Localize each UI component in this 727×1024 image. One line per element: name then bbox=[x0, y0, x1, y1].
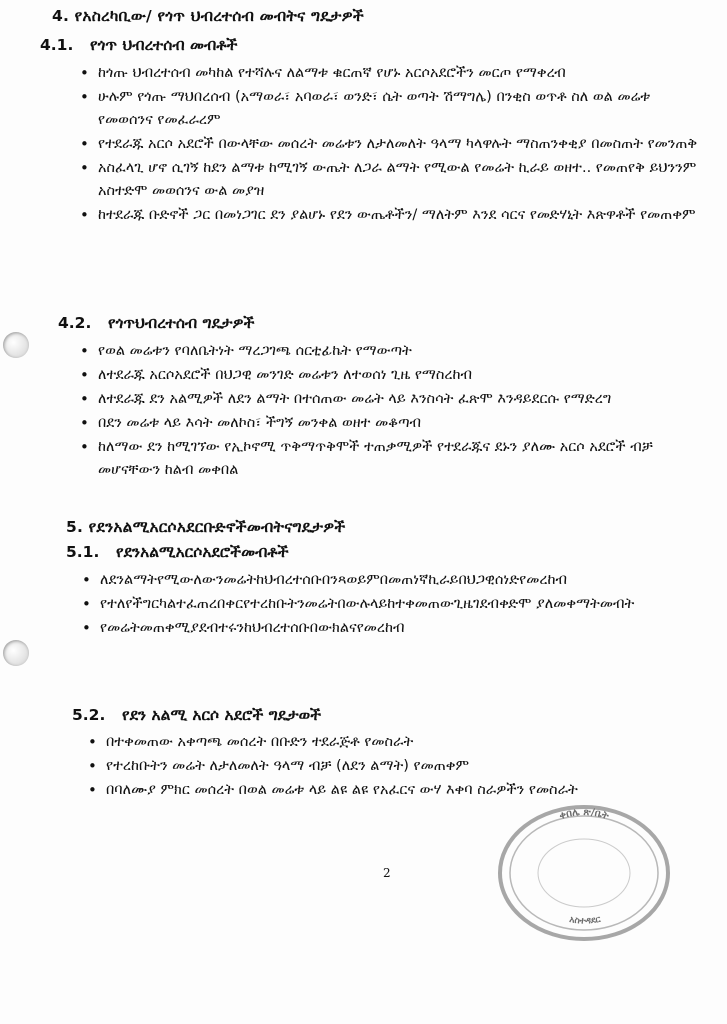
subsection-4-1-heading bbox=[40, 36, 237, 55]
list-item: • የተረከቡትን መሬት ለታለመለት ዓላማ ብቻ (ለደን ልማት) የመጠቀም bbox=[86, 755, 699, 778]
list-item: • የተለየችግርካልተፈጠረበቀርየተረከቡትንመሬትበውሉላይከተቀመጠውጊዜገደብቀድሞ ያለመቀማትመብት bbox=[80, 593, 699, 616]
subsection-4-2-heading bbox=[58, 314, 254, 333]
list-item: • የተደራጁ አርሶ አደሮች በውላቸው መሰረት መሬቱን ለታለመለት ዓላማ ካላዋሉት ማስጠንቀቂያ በመስጠት የመንጠቅ bbox=[78, 133, 699, 156]
list-item: • የመሬትመጠቀሚያደብተሩንከህብረተሰቡበውክልናየመረከብ bbox=[80, 617, 699, 640]
subsection-5-2-heading bbox=[72, 706, 321, 725]
stamp-bottom-text: አስተዳደር bbox=[568, 914, 602, 927]
section-5-heading: 5. የደንአልሚአርሶአደርቡድኖችመብትናግዴታዎች bbox=[66, 518, 346, 536]
subsection-number: 5.2. bbox=[72, 706, 106, 724]
subsection-5-1-heading bbox=[66, 543, 289, 562]
subsection-title: የደንአልሚአርሶአደሮችመብቶች bbox=[116, 543, 289, 561]
subsection-number: 5.1. bbox=[66, 543, 100, 561]
bullet-list-5-2 bbox=[86, 731, 699, 803]
stamp-top-text: ቀበሌ ጽ/ቤት bbox=[558, 806, 610, 823]
list-item: • በተቀመጠው አቀጣጫ መሰረት በቡድን ተደራጅቶ የመስራት bbox=[86, 731, 699, 754]
subsection-title: የጎጥ ህብረተሰብ መብቶች bbox=[90, 36, 238, 54]
list-item: • ከተደራጁ ቡድኖች ጋር በመነጋገር ደን ያልሆኑ የደን ውጤቶችን/ ማለትም እንደ ሳርና የመድሃኒት እጽዋቶች የመጠቀም bbox=[78, 204, 699, 227]
svg-text:አስተዳደር bbox=[568, 915, 602, 927]
list-item: • የወል መሬቱን የባለቤትነት ማረጋገጫ ሰርቲፊኬት የማውጣት bbox=[78, 340, 699, 363]
list-item: • ለደንልማትየሚውለውንመሬትከህብረተሰቡበንጻወይምበመጠነኛኪራይበህጋዊሰነድየመረከብ bbox=[80, 569, 699, 592]
list-item: • ለተደራጁ አርሶአደሮች በህጋዊ መንገድ መሬቱን ለተወሰነ ጊዜ የማስረከብ bbox=[78, 364, 699, 387]
punch-hole-bottom bbox=[3, 640, 29, 666]
list-item: • በደን መሬቱ ላይ እሳት መለኮስ፣ ችግኝ መንቀል ወዘተ መቆጣብ bbox=[78, 412, 699, 435]
bullet-list-5-1 bbox=[80, 569, 699, 641]
official-stamp bbox=[492, 795, 677, 945]
list-item: • አስፈላጊ ሆኖ ሲገኝ ከደን ልማቱ ከሚገኝ ውጤት ለጋራ ልማት የሚውል የመሬት ኪራይ ወዘተ.. የመጠየቅ ይህንንም አስተድሞ መወሰንና ውል መያዝ bbox=[78, 157, 699, 203]
subsection-number: 4.1. bbox=[40, 36, 74, 54]
list-item: • ከጎጡ ህብረተሰብ መካከል የተሻሉና ለልማቱ ቁርጠኛ የሆኑ አርሶአደሮችን መርጦ የማቀረብ bbox=[78, 62, 699, 85]
section-4-heading: 4. የአስረካቢው/ የጎጥ ህብረተሰብ መብትና ግዴታዎች bbox=[52, 7, 364, 25]
list-item: • በባለሙያ ምክር መሰረት በወል መሬቱ ላይ ልዩ ልዩ የአፈርና ውሃ እቀባ ስራዎችን የመስራት bbox=[86, 779, 699, 802]
bullet-list-4-1 bbox=[78, 62, 699, 228]
list-item: • ከለማው ደን ከሚገኘው የኢኮኖሚ ጥቅማጥቅሞች ተጠቃሚዎች የተደራጁና ደኑን ያለሙ አርሶ አደሮች ብቻ መሆናቸውን ከልብ መቀበል bbox=[78, 436, 699, 482]
punch-hole-top bbox=[3, 332, 29, 358]
bullet-list-4-2 bbox=[78, 340, 699, 483]
subsection-title: የጎጥህብረተሰብ ግዴታዎች bbox=[108, 314, 255, 332]
list-item: • ለተደራጁ ደን አልሚዎች ለደን ልማት በተሰጠው መሬት ላይ እንስሳት ፈጽሞ እንዳይደርሱ የማድረግ bbox=[78, 388, 699, 411]
list-item: • ሁሉም የጎጡ ማህበረሰብ (አማወራ፣ አባወራ፣ ወንድ፣ ሴት ወጣት ሽማግሌ) በንቂስ ወጥቶ ስለ ወል መሬቱ የመወሰንና የመፈራረም bbox=[78, 86, 699, 132]
subsection-title: የደን አልሚ አርሶ አደሮች ግዴታወች bbox=[122, 706, 322, 724]
subsection-number: 4.2. bbox=[58, 314, 92, 332]
page-number: 2 bbox=[383, 866, 391, 880]
